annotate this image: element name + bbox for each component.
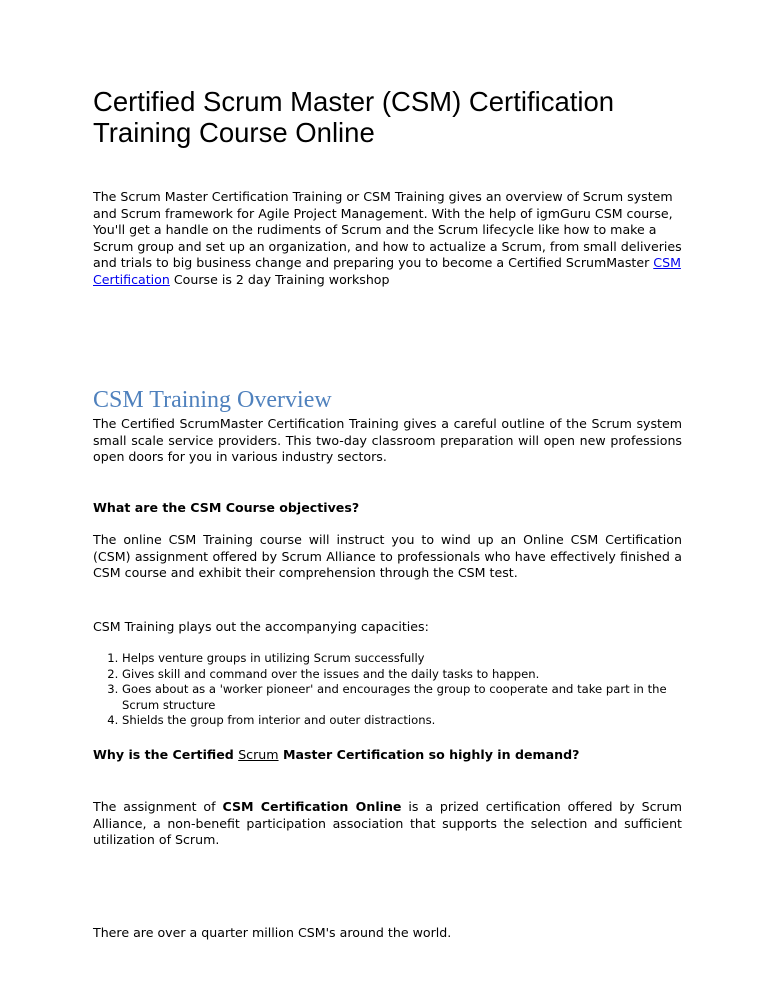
intro-paragraph [93, 189, 682, 289]
demand-text-start: The assignment of [93, 799, 216, 814]
demand-heading [93, 747, 682, 764]
list-item: 4. Shields the group from interior and outer distractions. [122, 713, 682, 729]
csm-certification-link[interactable]: CSM Certification [93, 255, 681, 287]
demand-heading-start: Why is the Certified [93, 747, 234, 762]
scrum-link[interactable]: Scrum [238, 747, 279, 762]
closing-paragraph: There are over a quarter million CSM's around the world. [93, 925, 452, 940]
demand-heading-end: Master Certification so highly in demand? [282, 747, 580, 762]
list-item: 3. Goes about as a 'worker pioneer' and encourages the group to cooperate and take part in the Scrum structure [122, 682, 682, 713]
intro-text: The Scrum Master Certification Training or CSM Training gives an overview of Scrum system and Scrum framework for Agile Project Management. With the help of igmGuru CSM course, You'll get a handle on the rudiments of Scrum and the Scrum lifecycle like how to make a Scrum group and set up an organization, and how to actualize a Scrum, from small deliveries and trials to big business change and preparing you to become a Certified ScrumMaster [93, 189, 682, 271]
capacities-list [93, 651, 682, 729]
objectives-paragraph: The online CSM Training course will instruct you to wind up an Online CSM Certification (CSM) assignment offered by Scrum Alliance to professionals who have effectively finished a CSM course and exhibit their comprehension through the CSM test. [93, 532, 682, 581]
demand-paragraph [93, 799, 682, 849]
list-item: 2. Gives skill and command over the issues and the daily tasks to happen. [122, 667, 682, 683]
overview-paragraph: The Certified ScrumMaster Certification Training gives a careful outline of the Scrum system small scale service providers. This two-day classroom preparation will open new professions open doors for you in various industry sectors. [93, 416, 682, 465]
objectives-heading: What are the CSM Course objectives? [93, 500, 360, 515]
overview-heading: CSM Training Overview [93, 387, 332, 413]
page-title: Certified Scrum Master (CSM) Certification Training Course Online [93, 86, 615, 148]
demand-text-end: is a prized certification offered by Scrum Alliance, a non-benefit participation association that supports the selection and sufficient utilization of Scrum. [93, 799, 682, 848]
demand-text-bold: CSM Certification Online [222, 799, 402, 814]
capacities-intro: CSM Training plays out the accompanying capacities: [93, 619, 429, 634]
list-item: 1. Helps venture groups in utilizing Scrum successfully [122, 651, 682, 667]
intro-tail: Course is 2 day Training workshop [173, 271, 390, 287]
